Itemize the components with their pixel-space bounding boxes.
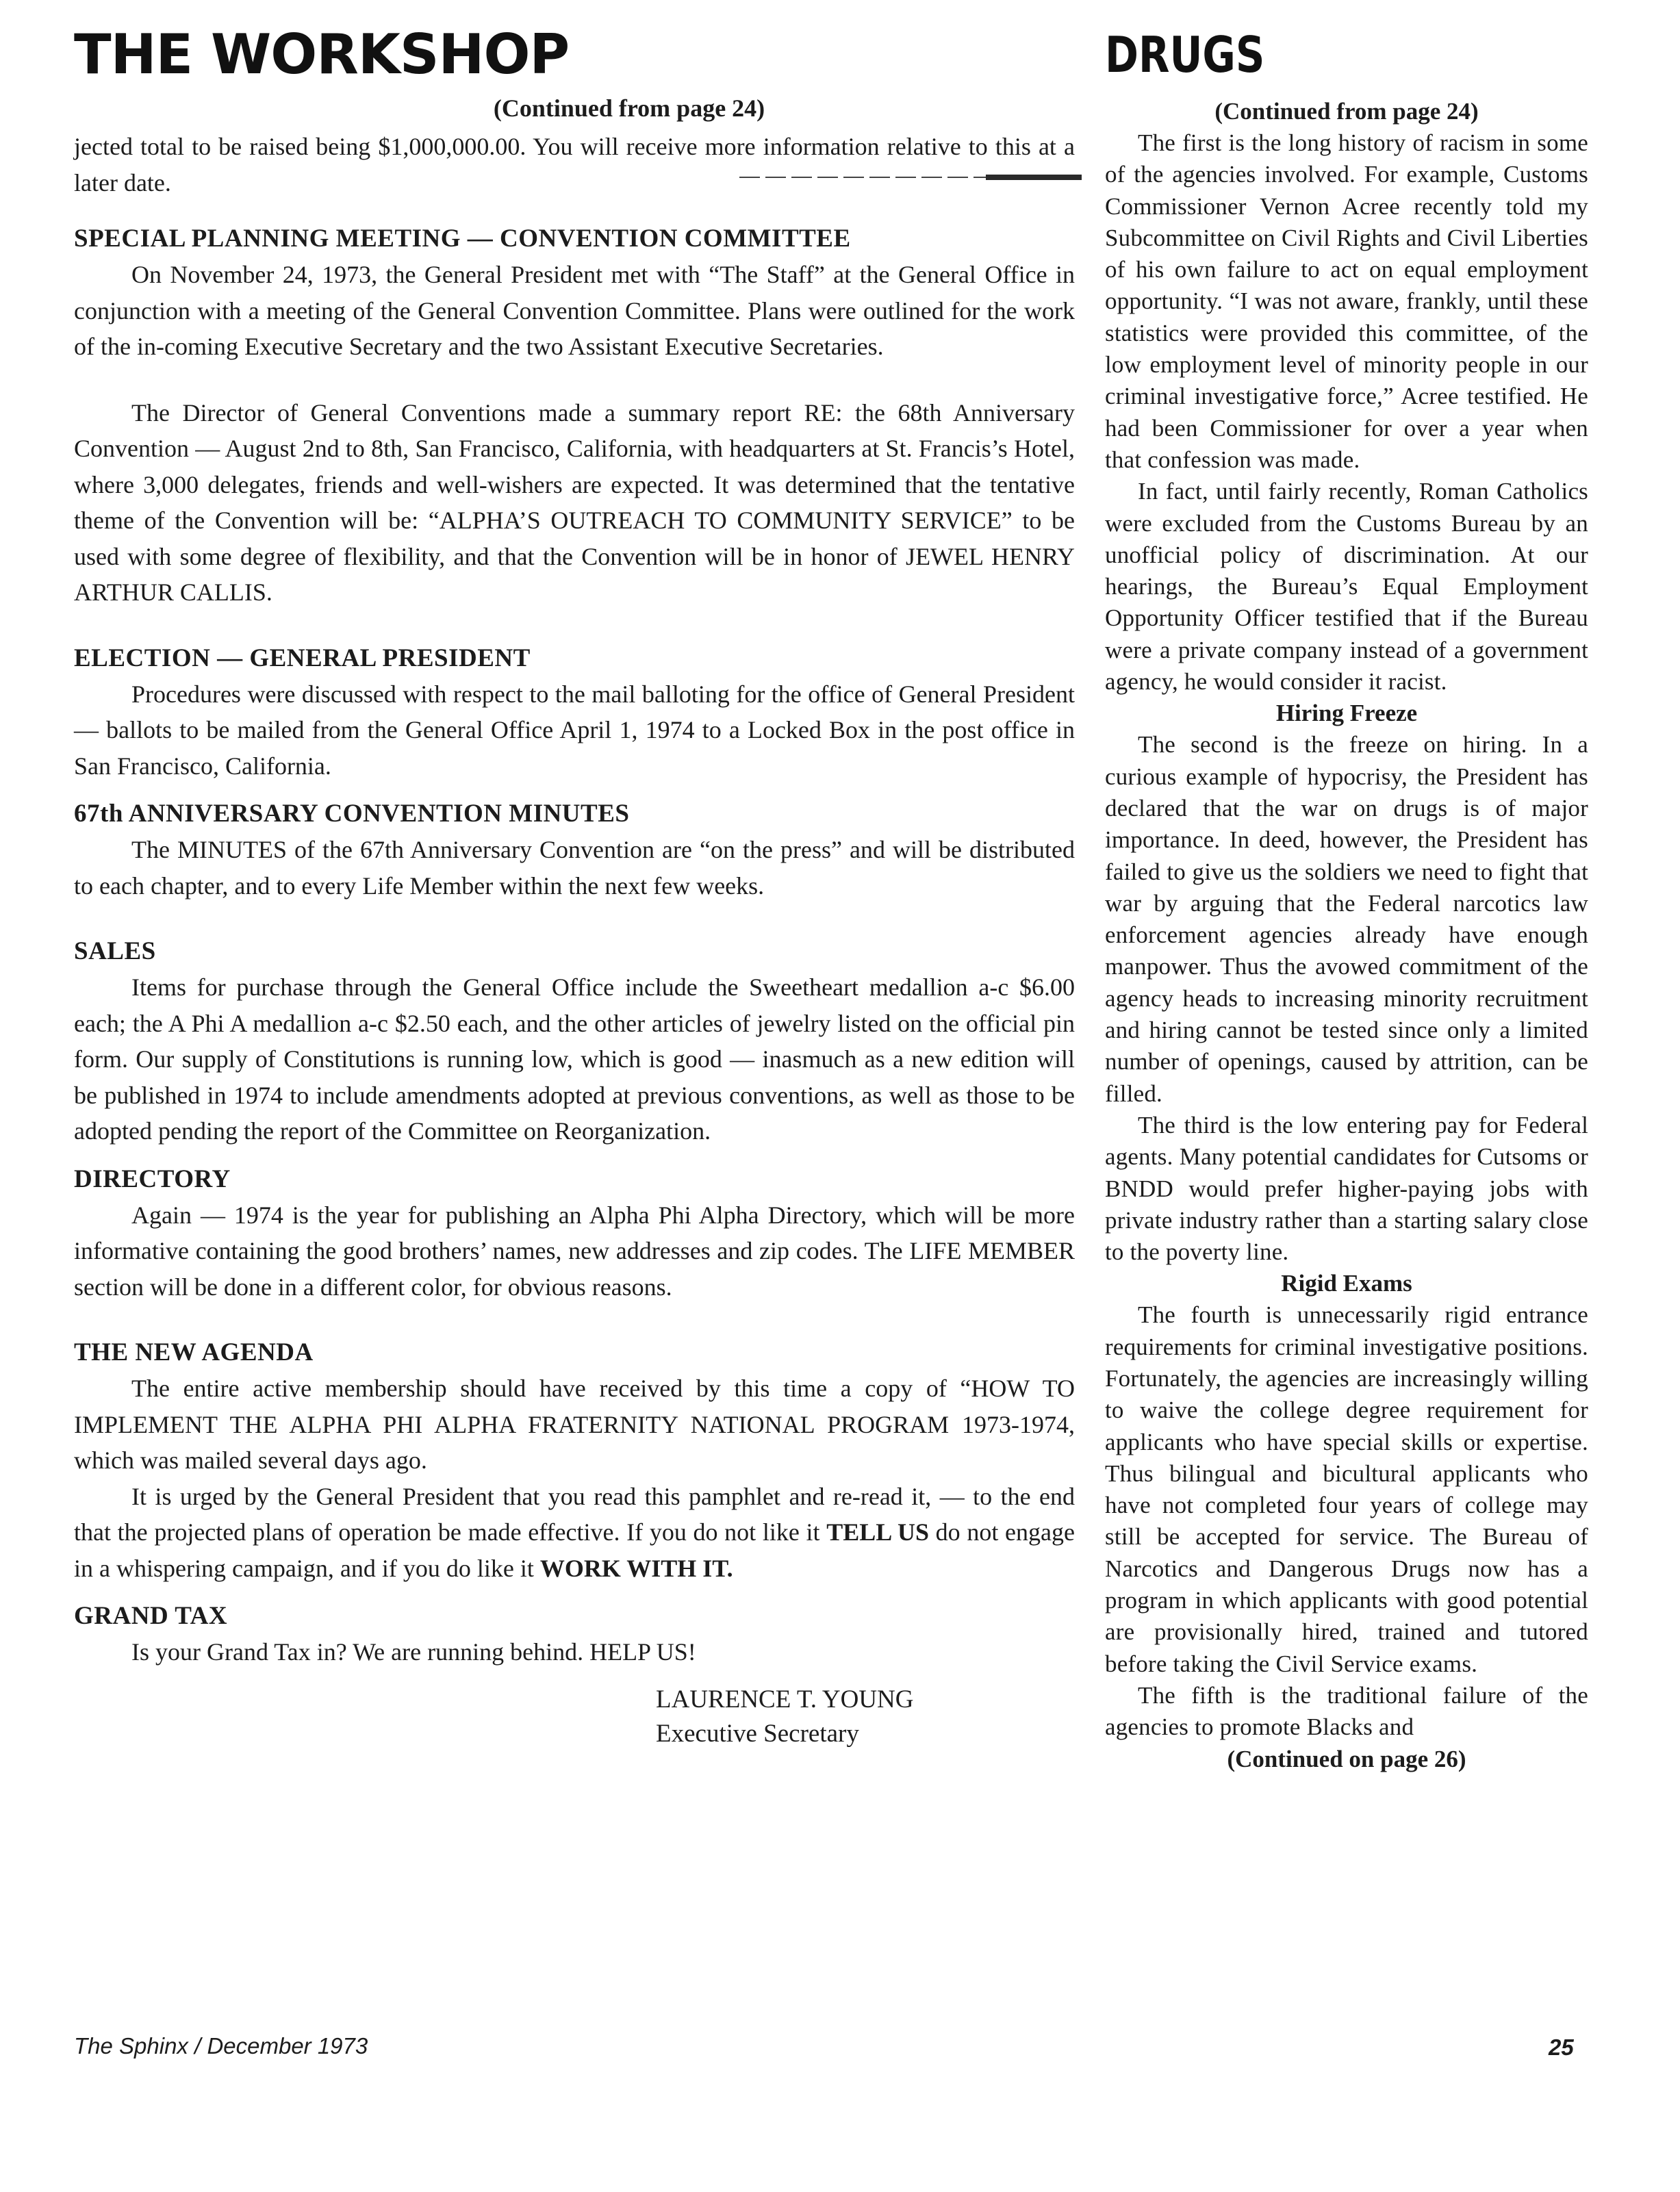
workshop-intro: jected total to be raised being $1,000,000.00. You will receive more information relative to this at a later date.: [74, 133, 1075, 196]
minutes-paragraph: The MINUTES of the 67th Anniversary Convention are “on the press” and will be distributed to each chapter, and to every Life Member within the next few weeks.: [74, 836, 1075, 900]
work-with-it-emphasis: WORK WITH IT.: [539, 1554, 733, 1582]
grand-tax-paragraph: Is your Grand Tax in? We are running behind. HELP US!: [131, 1638, 696, 1666]
drugs-paragraph-5: The fourth is unnecessarily rigid entrance requirements for criminal investigative positions. Fortunately, the agencies are increasingly willing to waive the college degree requirement for applicants who have special skills or expertise. Thus bilingual and bicultural applicants who have not completed four years of college may still be accepted for service. The Bureau of Narcotics and Dangerous Drugs now has a program in which applicants with good potential are provisionally hired, trained and tutored before taking the Civil Service exams.: [1105, 1301, 1588, 1677]
signature-title: Executive Secretary: [656, 1719, 859, 1748]
page-number: 25: [1549, 2035, 1574, 2060]
drugs-paragraph-6: The fifth is the traditional failure of the agencies to promote Blacks and: [1105, 1681, 1588, 1741]
new-agenda-paragraph-1: The entire active membership should have received by this time a copy of “HOW TO IMPLEMENT THE ALPHA PHI ALPHA FRATERNITY NATIONAL PROGRAM 1973-1974, which was mailed several days ago.: [74, 1375, 1075, 1474]
grand-tax-heading: GRAND TAX: [74, 1602, 228, 1630]
drugs-paragraph-4: The third is the low entering pay for Federal agents. Many potential candidates for Cutsoms or BNDD would prefer higher-paying jobs with private industry rather than a starting salary close to the poverty line.: [1105, 1111, 1588, 1266]
drugs-title: DRUGS: [1105, 26, 1265, 84]
new-agenda-heading: THE NEW AGENDA: [74, 1338, 314, 1366]
sales-heading: SALES: [74, 937, 156, 965]
special-meeting-paragraph-1: On November 24, 1973, the General President met with “The Staff” at the General Office in conjunction with a meeting of the General Convention Committee. Plans were outlined for the work of the in-coming Executive Secretary and the two Assistant Executive Secretaries.: [74, 261, 1075, 360]
special-meeting-paragraph-2: The Director of General Conventions made a summary report RE: the 68th Anniversary Convention — August 2nd to 8th, San Francisco, California, with headquarters at St. Francis’s Hotel, where 3,000 delegates, friends and well-wishers are expected. It was determined that the tentative theme of the Convention will be: “ALPHA’S OUTREACH TO COMMUNITY SERVICE” to be used with some degree of flexibility, and that the Convention will be in honor of JEWEL HENRY ARTHUR CALLIS.: [74, 398, 1075, 606]
tell-us-emphasis: TELL US: [826, 1518, 929, 1546]
workshop-continued-note: (Continued from page 24): [493, 94, 765, 122]
workshop-title: THE WORKSHOP: [74, 23, 570, 86]
signature-name: LAURENCE T. YOUNG: [656, 1685, 914, 1713]
drugs-paragraph-2: In fact, until fairly recently, Roman Catholics were excluded from the Customs Bureau by an unofficial policy of discrimination. At our hearings, the Bureau’s Equal Employment Opportunity Officer testified that if the Bureau were a private company instead of a government agency, he would consider it racist.: [1105, 478, 1588, 696]
directory-paragraph: Again — 1974 is the year for publishing an Alpha Phi Alpha Directory, which will be more informative containing the good brothers’ names, new addresses and zip codes. The LIFE MEMBER section will be done in a different color, for obvious reasons.: [74, 1201, 1075, 1301]
workshop-column: [74, 23, 1075, 1751]
drugs-column: [1105, 26, 1588, 1775]
election-paragraph: Procedures were discussed with respect to the mail balloting for the office of General President — ballots to be mailed from the General Office April 1, 1974 to a Locked Box in the post office in San Francisco, California.: [74, 680, 1075, 780]
drugs-paragraph-3: The second is the freeze on hiring. In a curious example of hypocrisy, the President has declared that the war on drugs is of major importance. In deed, however, the President has failed to give us the soldiers we need to fight that war by arguing that the Federal narcotics law enforcement agencies already have enough manpower. Thus the avowed commitment of the agency heads to increasing minority recruitment and hiring cannot be tested since only a limited number of openings, caused by attrition, can be filled.: [1105, 731, 1588, 1107]
publication-footer: The Sphinx / December 1973: [74, 2033, 368, 2059]
election-heading: ELECTION — GENERAL PRESIDENT: [74, 643, 531, 672]
drugs-continued-note: (Continued from page 24): [1214, 98, 1479, 125]
special-meeting-heading: SPECIAL PLANNING MEETING — CONVENTION COMMITTEE: [74, 225, 851, 253]
hiring-freeze-subheading: Hiring Freeze: [1275, 700, 1418, 727]
print-rule-decoration: [739, 174, 1082, 181]
minutes-heading: 67th ANNIVERSARY CONVENTION MINUTES: [74, 800, 630, 828]
signature-block: [656, 1683, 1075, 1751]
drugs-paragraph-1: The first is the long history of racism in some of the agencies involved. For example, Customs Commissioner Vernon Acree recently told my Subcommittee on Civil Rights and Civil Liberties of his own failure to act on equal employment opportunity. “I was not aware, frankly, until these statistics were provided this committee, of the low employment level of minority people in our criminal investigative force,” Acree testified. He had been Commissioner for over a year when that confession was made.: [1105, 129, 1588, 473]
drugs-continued-on-note: (Continued on page 26): [1227, 1745, 1466, 1772]
rigid-exams-subheading: Rigid Exams: [1281, 1270, 1412, 1297]
new-agenda-paragraph-2: It is urged by the General President that you read this pamphlet and re-read it, — to the end that the projected plans of operation be made effective. If you do not like it TELL US do not engage in a whispering campaign, and if you do like it WORK WITH IT.: [74, 1482, 1075, 1582]
directory-heading: DIRECTORY: [74, 1164, 231, 1193]
sales-paragraph: Items for purchase through the General Office include the Sweetheart medallion a-c $6.00 each; the A Phi A medallion a-c $2.50 each, and the other articles of jewelry listed on the official pin form. Our supply of Constitutions is running low, which is good — inasmuch as a new edition will be published in 1974 to include amendments adopted at previous conventions, as well as those to be adopted pending the report of the Committee on Reorganization.: [74, 973, 1075, 1145]
